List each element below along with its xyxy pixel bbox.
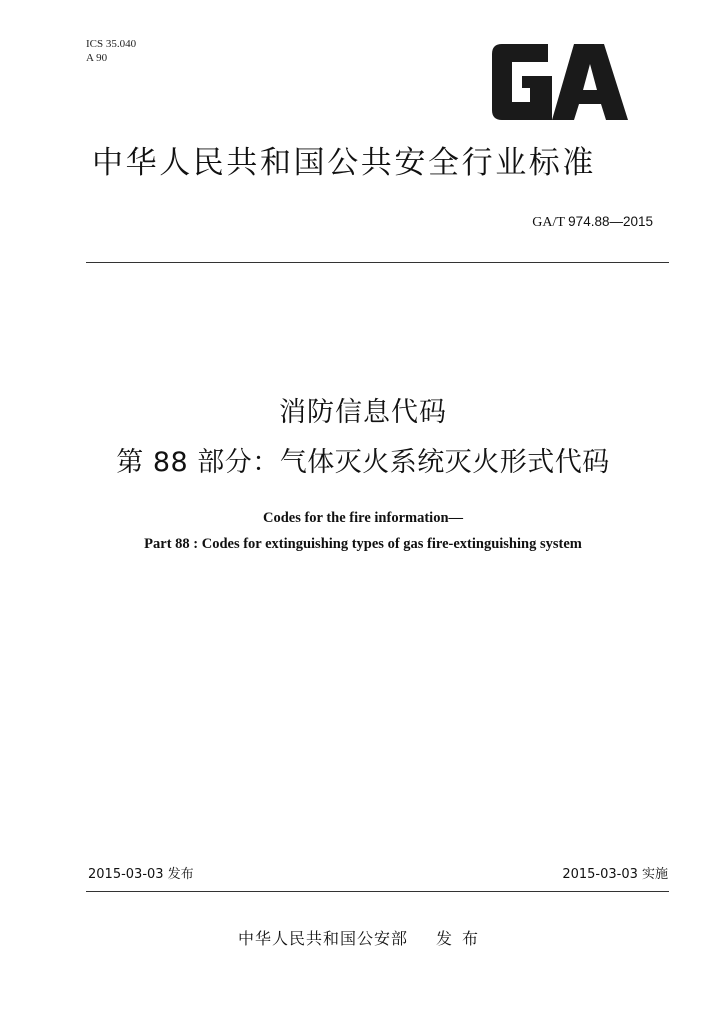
issuing-action: 发布	[436, 929, 489, 948]
bottom-divider	[86, 891, 669, 892]
chinese-title-line-1: 消防信息代码	[279, 397, 447, 428]
class-code: A 90	[86, 52, 108, 64]
top-divider	[86, 262, 669, 263]
issuing-organization: 中华人民共和国公安部	[237, 929, 408, 948]
english-title-line-2: Part 88 : Codes for extinguishing types of gas fire-extinguishing system	[144, 536, 582, 552]
implementation-date: 2015-03-03 实施	[562, 867, 668, 882]
issue-date: 2015-03-03 发布	[88, 867, 194, 882]
english-title-line-1: Codes for the fire information—	[262, 510, 464, 526]
classification-codes	[86, 37, 136, 65]
standard-number-prefix: GA/T	[532, 215, 569, 230]
standard-number-value: 974.88—2015	[568, 214, 653, 229]
ga-logo-letter-a	[552, 44, 628, 120]
ics-code: ICS 35.040	[86, 38, 137, 50]
chinese-title-line-2: 第 88 部分：气体灭火系统灭火形式代码	[116, 447, 610, 478]
standard-number	[532, 214, 653, 231]
issuing-authority	[0, 928, 726, 950]
ga-logo-letter-g	[492, 44, 552, 120]
ga-logo	[486, 44, 631, 120]
standard-series-title: 中华人民共和国公共安全行业标准	[92, 145, 596, 181]
